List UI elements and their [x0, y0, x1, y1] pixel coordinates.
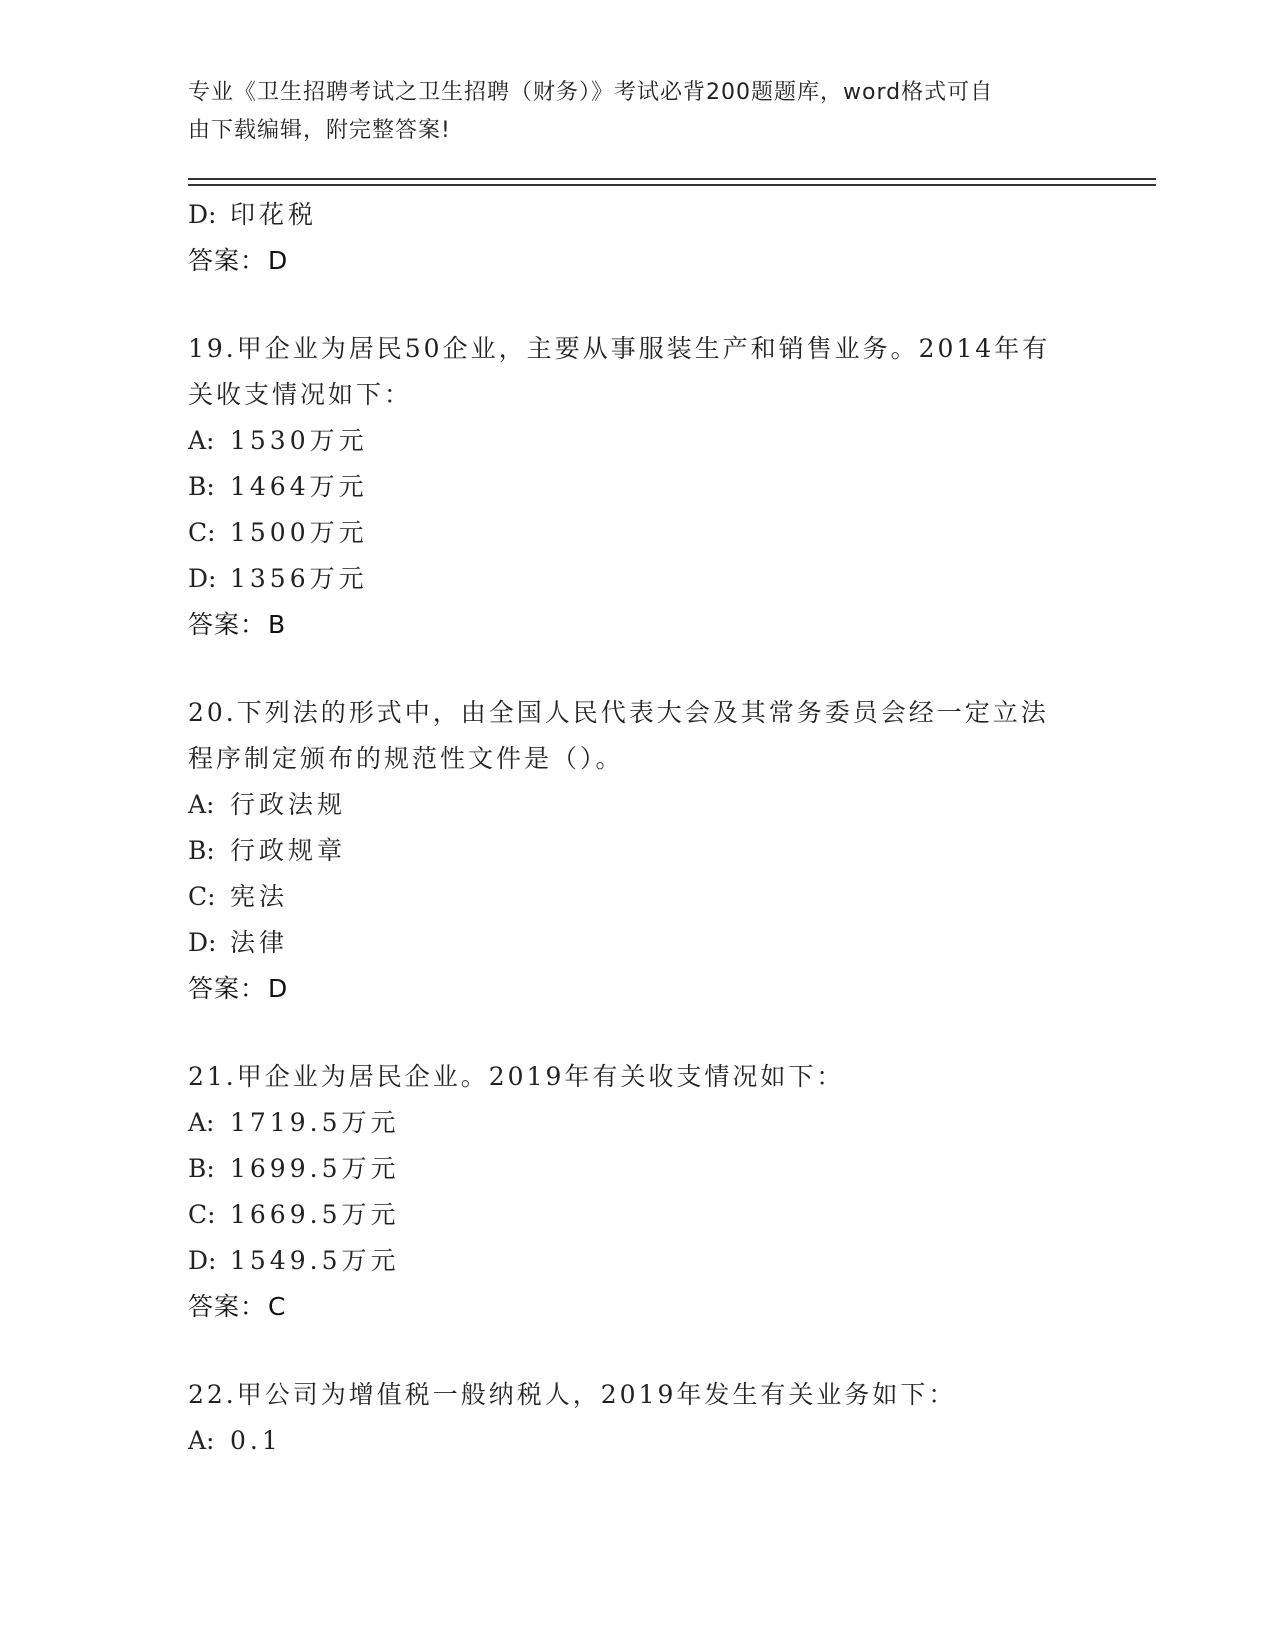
option-row-a: [188, 1418, 1088, 1464]
option-label: A:: [188, 1108, 215, 1137]
answer-value: D: [268, 246, 289, 275]
option-row-c: [188, 874, 1088, 920]
option-label: D:: [188, 1246, 217, 1275]
option-label: D:: [188, 928, 217, 957]
option-row-c: [188, 510, 1088, 556]
option-row-d: [188, 1238, 1088, 1284]
previous-question-tail: [188, 192, 1088, 284]
option-text: 0.1: [230, 1426, 282, 1455]
option-text: 宪法: [230, 882, 289, 911]
question-stem-line-1: 20.下列法的形式中，由全国人民代表大会及其常务委员会经一定立法: [188, 698, 1049, 727]
answer-row: [188, 1284, 1088, 1330]
option-text: 印花税: [230, 200, 318, 229]
option-row-b: [188, 828, 1088, 874]
option-text: 1549.5万元: [230, 1246, 400, 1275]
question-stem-line-2: 程序制定颁布的规范性文件是（）。: [188, 744, 624, 773]
answer-label: 答案：: [188, 246, 267, 275]
header-rule-bottom: [188, 184, 1156, 186]
option-text: 1464万元: [230, 472, 368, 501]
option-text: 1356万元: [230, 564, 368, 593]
page-header: [188, 74, 1068, 150]
question-21: [188, 1054, 1088, 1330]
option-text: 行政规章: [230, 836, 347, 865]
header-line-2: 由下载编辑，附完整答案!: [188, 118, 451, 143]
option-row-c: [188, 1192, 1088, 1238]
option-row-b: [188, 464, 1088, 510]
question-stem-line-2: 关收支情况如下：: [188, 380, 413, 409]
option-row-d: [188, 556, 1088, 602]
answer-value: D: [268, 974, 289, 1003]
answer-row: [188, 238, 1088, 284]
answer-value: C: [268, 1292, 287, 1321]
answer-label: 答案：: [188, 1292, 267, 1321]
answer-row: [188, 966, 1088, 1012]
option-label: A:: [188, 426, 215, 455]
option-label: A:: [188, 1426, 215, 1455]
question-20: [188, 690, 1088, 1012]
header-line-1: 专业《卫生招聘考试之卫生招聘（财务）》考试必背200题题库，word格式可自: [188, 80, 994, 105]
option-label: C:: [188, 518, 216, 547]
option-text: 1719.5万元: [230, 1108, 400, 1137]
option-row-a: [188, 1100, 1088, 1146]
option-label: D:: [188, 200, 217, 229]
option-label: B:: [188, 472, 215, 501]
option-row-d: [188, 920, 1088, 966]
option-label: A:: [188, 790, 215, 819]
option-text: 1530万元: [230, 426, 368, 455]
option-text: 1699.5万元: [230, 1154, 400, 1183]
option-label: B:: [188, 836, 215, 865]
option-row-a: [188, 782, 1088, 828]
option-label: B:: [188, 1154, 215, 1183]
answer-value: B: [268, 610, 287, 639]
option-text: 1500万元: [230, 518, 368, 547]
option-label: C:: [188, 882, 216, 911]
option-row-b: [188, 1146, 1088, 1192]
header-rule-top: [188, 178, 1156, 180]
option-text: 行政法规: [230, 790, 347, 819]
question-22: [188, 1372, 1088, 1464]
option-row: [188, 192, 1088, 238]
question-stem-line-1: 22.甲公司为增值税一般纳税人，2019年发生有关业务如下：: [188, 1380, 957, 1409]
answer-label: 答案：: [188, 974, 267, 1003]
option-text: 1669.5万元: [230, 1200, 400, 1229]
question-list: [188, 192, 1088, 1464]
option-label: D:: [188, 564, 217, 593]
answer-label: 答案：: [188, 610, 267, 639]
question-19: [188, 326, 1088, 648]
question-stem-line-1: 21.甲企业为居民企业。2019年有关收支情况如下：: [188, 1062, 845, 1091]
option-label: C:: [188, 1200, 216, 1229]
option-text: 法律: [230, 928, 289, 957]
question-stem-line-1: 19.甲企业为居民50企业，主要从事服装生产和销售业务。2014年有: [188, 334, 1051, 363]
option-row-a: [188, 418, 1088, 464]
answer-row: [188, 602, 1088, 648]
